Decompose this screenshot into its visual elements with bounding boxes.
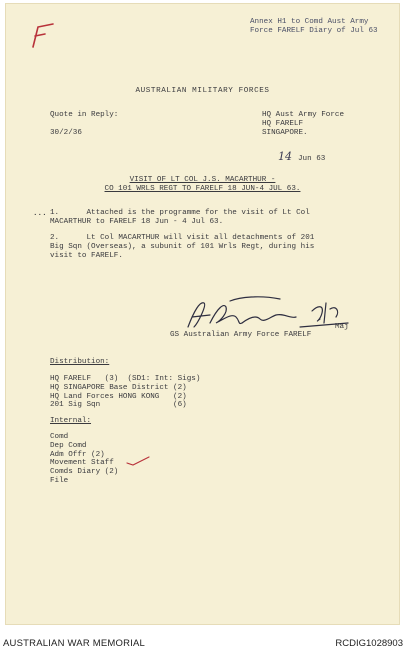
- date-day-handwritten: 14: [278, 150, 292, 163]
- signature-title: GS Australian Army Force FARELF: [170, 331, 312, 339]
- paragraph-2: 2. Lt Col MACARTHUR will visit all detachments of 201 Big Sqn (Overseas), a subunit of 101 Wrls Regt, during his visit to FARELF.: [50, 234, 315, 260]
- annex-note: Annex H1 to Comd Aust Army Force FARELF Diary of Jul 63: [250, 18, 378, 35]
- organisation-heading: AUSTRALIAN MILITARY FORCES: [135, 87, 270, 95]
- handwritten-signature: [180, 293, 355, 335]
- internal-heading: Internal:: [50, 417, 92, 425]
- distribution-list: HQ FARELF (3) (SD1: Int: Sigs) HQ SINGAPORE Base District (2) HQ Land Forces HONG KONG (2) 201 Sig Sqn (6): [50, 375, 201, 410]
- footer-archive-name: AUSTRALIAN WAR MEMORIAL: [3, 638, 146, 649]
- subject-line-1: VISIT OF LT COL J.S. MACARTHUR -: [129, 176, 276, 184]
- paragraph-marker: ...: [33, 210, 47, 218]
- internal-list: Comd Dep Comd Adm Offr (2) Movement Staff Comds Diary (2) File: [50, 433, 119, 485]
- distribution-heading: Distribution:: [50, 358, 110, 366]
- date-month-year: Jun 63: [298, 155, 326, 163]
- document-page: [5, 3, 400, 625]
- footer-record-id: RCDIG1028903: [335, 638, 403, 649]
- red-pen-mark-icon: [27, 21, 61, 49]
- sender-address: HQ Aust Army Force HQ FARELF SINGAPORE.: [262, 111, 345, 137]
- subject-line-2: CO 101 WRLS REGT TO FARELF 18 JUN-4 JUL 63.: [104, 185, 301, 193]
- signature-rank: Maj: [335, 323, 349, 331]
- quote-label: Quote in Reply:: [50, 111, 119, 119]
- file-reference: 30/2/36: [50, 129, 82, 137]
- red-tick-mark-icon: [125, 455, 151, 467]
- paragraph-1: 1. Attached is the programme for the visit of Lt Col MACARTHUR to FARELF 18 Jun - 4 Jul 63.: [50, 209, 310, 226]
